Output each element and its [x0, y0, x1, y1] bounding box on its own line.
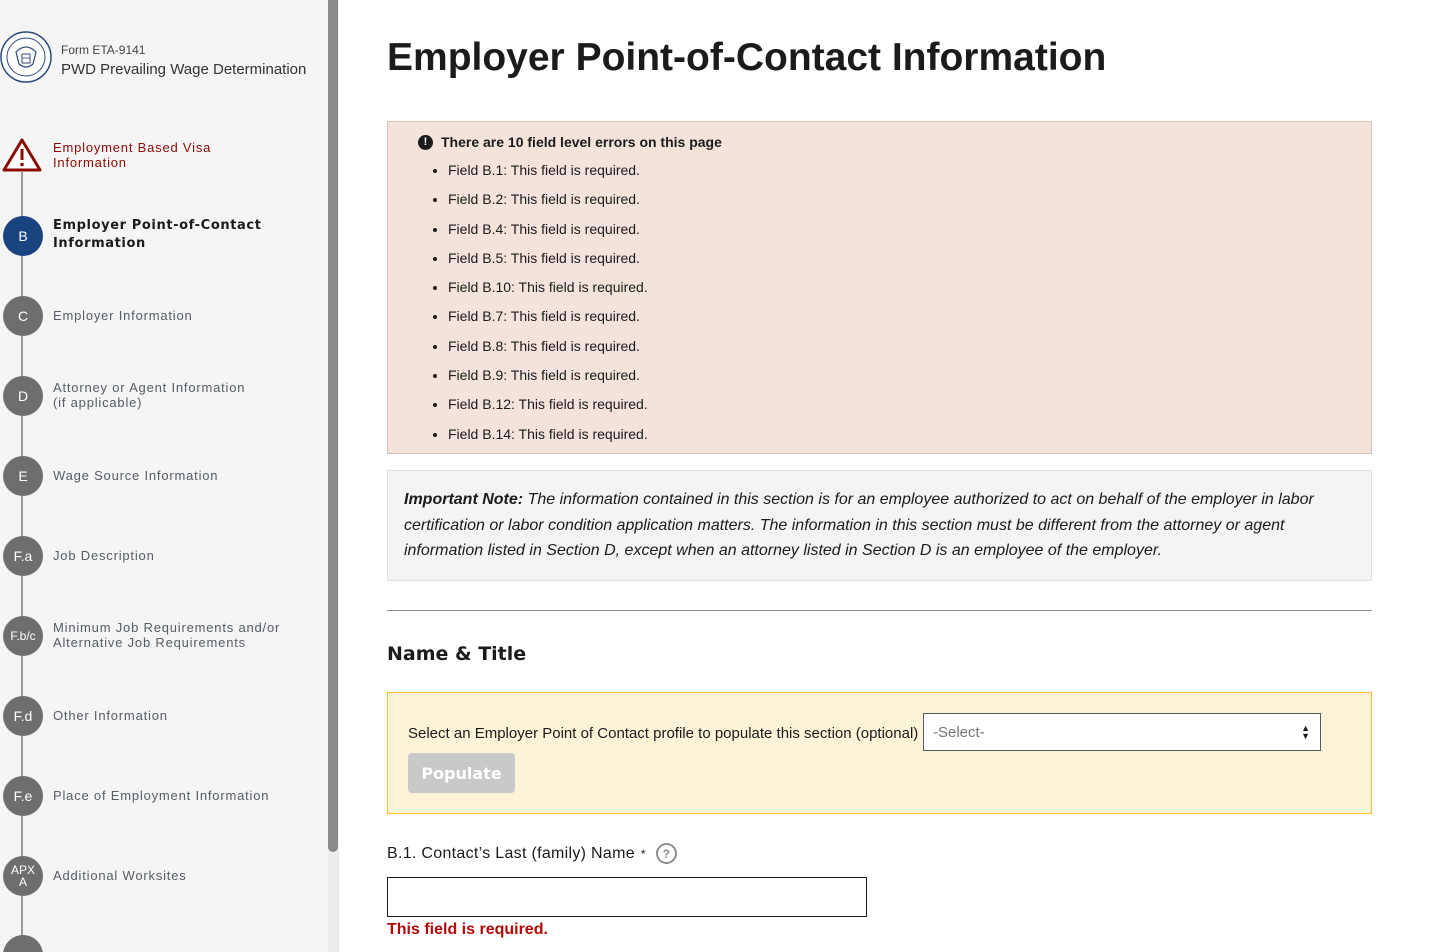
populate-button[interactable]: Populate — [408, 753, 515, 793]
important-note — [387, 470, 1372, 581]
error-item[interactable]: • Field B.7: This field is required. — [448, 306, 648, 335]
step-badge: F.d — [3, 696, 43, 736]
form-number: Form ETA-9141 — [61, 43, 146, 57]
step-label: Employer Point-of-Contact Information — [53, 218, 262, 251]
step-label: Additional Worksites — [53, 868, 187, 883]
sidebar-scrollbar-thumb[interactable] — [328, 0, 338, 852]
step-label: Attorney or Agent Information (if applicable) — [53, 380, 246, 410]
error-summary — [387, 121, 1372, 454]
step-label: Other Information — [53, 708, 168, 723]
sidebar-nav — [0, 0, 328, 952]
step-label: Minimum Job Requirements and/or Alternative Job Requirements — [53, 620, 281, 650]
step-badge-partial — [3, 935, 43, 952]
step-badge: F.b/c — [3, 616, 43, 656]
error-item[interactable]: • Field B.10: This field is required. — [448, 277, 648, 306]
field-b1-label: B.1. Contact’s Last (family) Name * ? — [387, 843, 677, 864]
section-heading: Name & Title — [387, 643, 527, 665]
contact-last-name-input[interactable] — [387, 877, 867, 917]
profile-select[interactable]: -Select- ▲ ▼ — [923, 713, 1321, 751]
important-note-text: Important Note: The information contained in this section is for an employee authorized to act on behalf of the employer in labor certification or labor condition application matters. The information in this section must be different from the attorney or agent information listed in Section D, except when an attorney listed in Section D is an employee of the employer. — [404, 491, 1314, 559]
step-badge: D — [3, 376, 43, 416]
step-badge: B — [3, 216, 43, 256]
page-title: Employer Point-of-Contact Information — [387, 36, 1107, 79]
error-item[interactable]: • Field B.12: This field is required. — [448, 394, 648, 423]
warning-icon — [2, 137, 42, 173]
step-label: Employment Based Visa Information — [53, 140, 212, 170]
step-label: Employer Information — [53, 308, 193, 323]
error-icon: ! — [418, 135, 433, 150]
error-item[interactable]: • Field B.14: This field is required. — [448, 424, 648, 453]
profile-select-label: Select an Employer Point of Contact profile to populate this section (optional) — [408, 725, 919, 742]
error-item[interactable]: • Field B.1: This field is required. — [448, 160, 648, 189]
profile-populate-panel — [387, 692, 1372, 814]
error-item[interactable]: • Field B.5: This field is required. — [448, 248, 648, 277]
error-summary-heading: ! There are 10 field level errors on this page — [418, 134, 722, 150]
step-badge: F.a — [3, 536, 43, 576]
step-label: Wage Source Information — [53, 468, 219, 483]
section-divider — [387, 610, 1372, 611]
error-list — [448, 160, 648, 453]
error-item[interactable]: • Field B.2: This field is required. — [448, 189, 648, 218]
step-badge: E — [3, 456, 43, 496]
required-marker: * — [640, 846, 646, 861]
step-label: Place of Employment Information — [53, 788, 270, 803]
step-badge: F.e — [3, 776, 43, 816]
field-b1-error: This field is required. — [387, 921, 548, 938]
step-label: Job Description — [53, 548, 155, 563]
error-item[interactable]: • Field B.9: This field is required. — [448, 365, 648, 394]
error-item[interactable]: • Field B.4: This field is required. — [448, 219, 648, 248]
dol-seal-logo — [0, 30, 52, 84]
step-badge: APX A — [3, 856, 43, 896]
help-icon[interactable]: ? — [656, 843, 677, 864]
step-badge: C — [3, 296, 43, 336]
sort-arrows-icon: ▲ ▼ — [1301, 723, 1310, 741]
form-title: PWD Prevailing Wage Determination — [61, 61, 307, 78]
error-item[interactable]: • Field B.8: This field is required. — [448, 336, 648, 365]
